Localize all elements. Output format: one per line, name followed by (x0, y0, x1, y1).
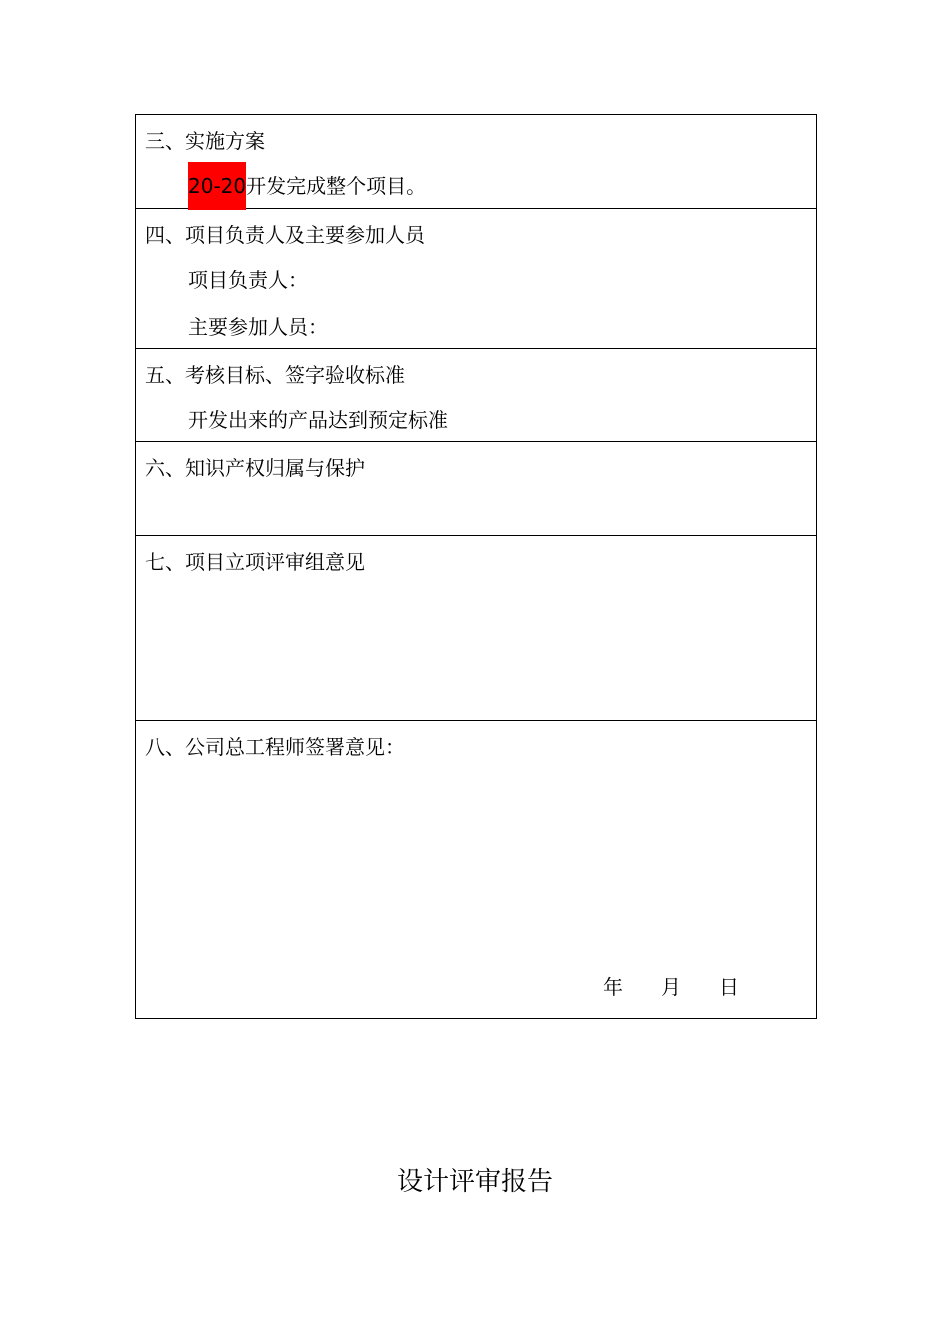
section-chief-engineer-opinion (136, 721, 816, 1018)
date-month-label: 月 (661, 975, 681, 999)
section-ip-ownership (136, 442, 816, 536)
section-heading: 七、项目立项评审组意见 (145, 550, 365, 574)
section-assessment-target (136, 349, 816, 442)
main-members-label: 主要参加人员： (188, 315, 328, 339)
section-heading: 六、知识产权归属与保护 (145, 456, 365, 480)
section-implementation-plan (136, 115, 816, 209)
project-form-table (135, 114, 817, 1019)
section-heading: 四、项目负责人及主要参加人员 (145, 223, 425, 247)
date-day-label: 日 (719, 975, 739, 999)
section-project-staff (136, 209, 816, 349)
highlighted-date-range: 20-20 (188, 162, 246, 210)
signature-date (603, 975, 739, 999)
date-year-label: 年 (603, 975, 623, 999)
section-heading: 八、公司总工程师签署意见： (145, 735, 405, 759)
plan-text: 开发完成整个项目。 (246, 174, 427, 198)
section-heading: 五、考核目标、签字验收标准 (145, 363, 405, 387)
project-leader-label: 项目负责人： (188, 268, 308, 292)
section-review-opinion (136, 536, 816, 721)
section-heading: 三、实施方案 (145, 129, 265, 153)
assessment-text: 开发出来的产品达到预定标准 (188, 408, 448, 432)
report-title: 设计评审报告 (396, 1167, 553, 1197)
section-body (188, 162, 426, 210)
